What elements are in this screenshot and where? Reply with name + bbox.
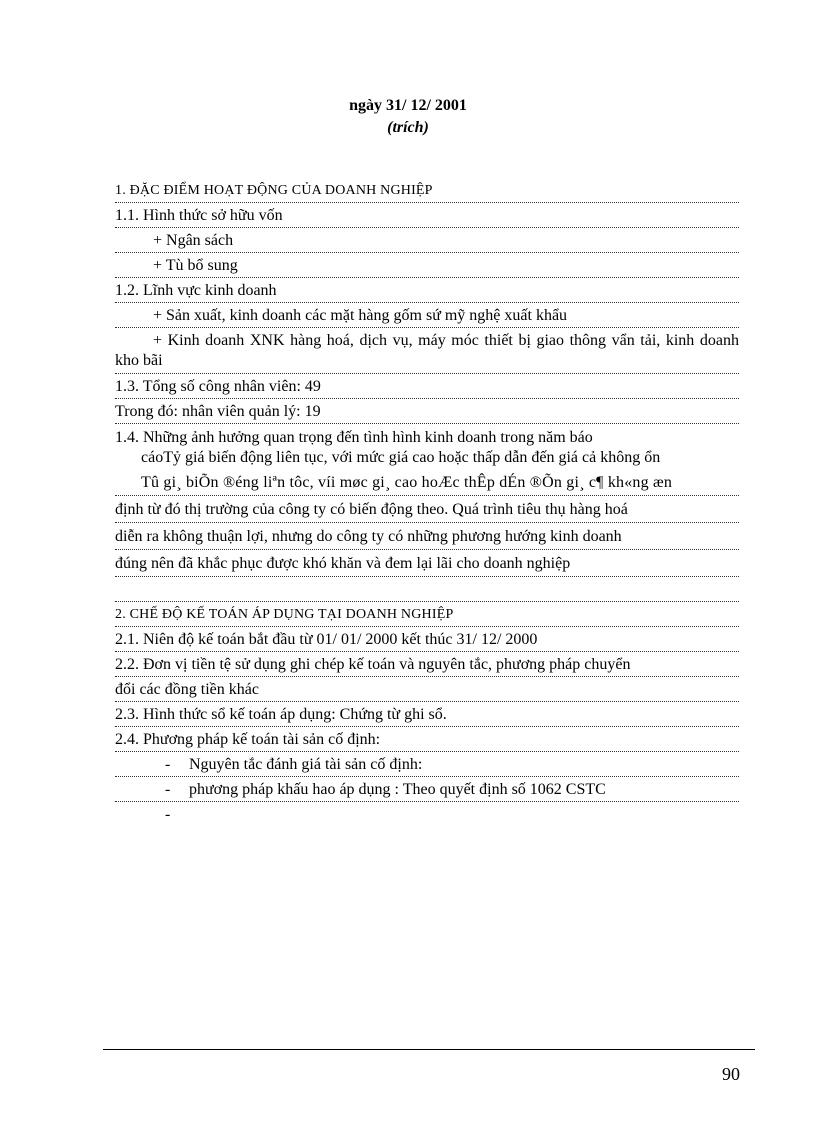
- item-2-2-line2: đổi các đồng tiền khác: [115, 677, 739, 702]
- item-1-3-b: Trong đó: nhân viên quản lý: 19: [115, 399, 739, 424]
- bullet-dash: -: [165, 756, 171, 773]
- page-number: 90: [722, 1064, 740, 1084]
- item-1-1: 1.1. Hình thức sở hữu vốn: [115, 203, 739, 228]
- item-2-4-b: [115, 777, 739, 802]
- item-2-4-a: [115, 752, 739, 777]
- item-1-1-a: + Ngân sách: [115, 228, 739, 253]
- bullet-dash: -: [165, 781, 171, 798]
- item-2-4: 2.4. Phương pháp kế toán tài sản cố định:: [115, 727, 739, 752]
- section2-title: 2. CHẾ ĐỘ KẾ TOÁN ÁP DỤNG TẠI DOANH NGHIỆP: [115, 602, 739, 627]
- item-2-4-c: [115, 802, 739, 824]
- item-1-4-legacy-text: Tû gi¸ biÕn ®éng liªn tôc, víi møc gi¸ cao hoÆc thÊp dÉn ®Õn gi¸ c¶ kh«ng æn: [141, 474, 673, 491]
- item-1-2: 1.2. Lĩnh vực kinh doanh: [115, 278, 739, 303]
- item-1-4-heading: 1.4. Những ảnh hưởng quan trọng đến tình hình kinh doanh trong năm báo: [115, 429, 593, 446]
- item-2-2-line1: 2.2. Đơn vị tiền tệ sử dụng ghi chép kế toán và nguyên tắc, phương pháp chuyển: [115, 652, 739, 677]
- bullet-dash: -: [165, 806, 171, 823]
- item-1-4: [115, 424, 739, 496]
- item-1-2-a: + Sản xuất, kinh doanh các mặt hàng gốm sứ mỹ nghệ xuất khẩu: [115, 303, 739, 328]
- item-2-4-a-text: Nguyên tắc đánh giá tài sản cố định:: [189, 756, 423, 773]
- item-1-4-para-3: đúng nên đã khắc phục được khó khăn và đem lại lãi cho doanh nghiệp: [115, 550, 739, 577]
- item-2-3: 2.3. Hình thức sổ kế toán áp dụng: Chứng từ ghi sổ.: [115, 702, 739, 727]
- section1-title: 1. ĐẶC ĐIỂM HOẠT ĐỘNG CỦA DOANH NGHIỆP: [115, 178, 739, 203]
- item-2-1: 2.1. Niên độ kế toán bắt đầu từ 01/ 01/ 2000 kết thúc 31/ 12/ 2000: [115, 627, 739, 652]
- item-1-3: 1.3. Tổng số công nhân viên: 49: [115, 374, 739, 399]
- blank-line: [115, 577, 739, 602]
- footer-divider: [103, 1049, 755, 1050]
- item-1-2-b: + Kinh doanh XNK hàng hoá, dịch vụ, máy móc thiết bị giao thông vẩn tải, kinh doanh kho bãi: [115, 328, 739, 374]
- item-2-4-b-text: phương pháp khấu hao áp dụng : Theo quyết định số 1062 CSTC: [189, 781, 606, 798]
- item-1-4-para-1: định từ đó thị trường của công ty có biến động theo. Quá trình tiêu thụ hàng hoá: [115, 496, 739, 523]
- item-1-4-para-2: diễn ra không thuận lợi, nhưng do công ty có những phương hướng kinh doanh: [115, 523, 739, 550]
- report-subtitle: (trích): [387, 119, 429, 136]
- report-date: ngày 31/ 12/ 2001: [349, 97, 467, 114]
- item-1-4-text: cáoTỷ giá biến động liên tục, với mức giá cao hoặc thấp dẫn đến giá cả không ổn: [141, 449, 661, 466]
- report-body: [115, 178, 739, 824]
- item-1-1-b: + Tù bổ sung: [115, 253, 739, 278]
